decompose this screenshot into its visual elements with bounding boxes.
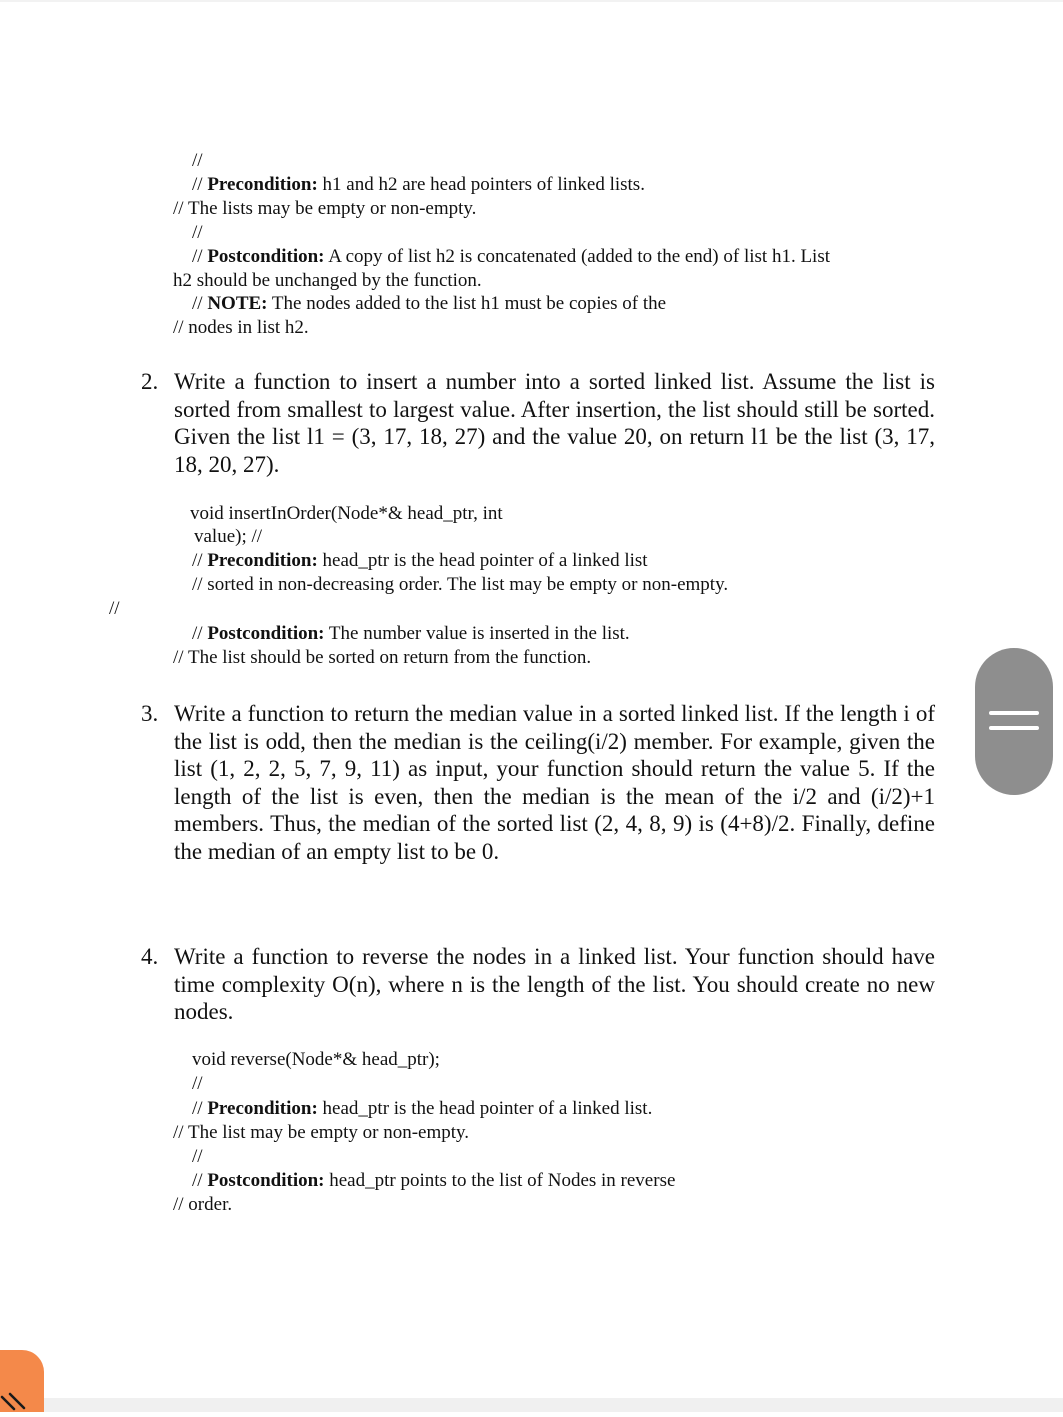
code-line: // The lists may be empty or non-empty. — [173, 198, 477, 219]
handle-bar — [989, 726, 1039, 730]
code-line: void insertInOrder(Node*& head_ptr, int — [190, 503, 503, 524]
code-line: void reverse(Node*& head_ptr); — [192, 1049, 440, 1070]
top-divider — [0, 0, 1063, 2]
code-line: // NOTE: The nodes added to the list h1 must be copies of the — [192, 293, 667, 314]
code-line: // Postcondition: head_ptr points to the list of Nodes in reverse — [192, 1170, 676, 1191]
item-number: 4. — [141, 944, 159, 969]
item-number: 3. — [141, 701, 159, 726]
code-line: // — [192, 1146, 203, 1167]
code-line: // — [109, 598, 120, 619]
code-line: // Precondition: head_ptr is the head pointer of a linked list — [192, 550, 648, 571]
code-line: // — [192, 150, 203, 171]
question-text: Write a function to insert a number into a sorted linked list. Assume the list is sorted from smallest to largest value. After insertion, the list should still be sorted. Given the list l1 = (3, 17, 18, 27) and the value 20, on return l1 be the list (3, 17, 18, 20, 27). — [174, 369, 935, 477]
code-line: // — [192, 1073, 203, 1094]
question-text: Write a function to reverse the nodes in a linked list. Your function should have time complexity O(n), where n is the length of the list. You should create no new nodes. — [174, 944, 935, 1024]
code-line: // Postcondition: A copy of list h2 is concatenated (added to the end) of list h1. List — [192, 246, 831, 267]
code-line: // nodes in list h2. — [173, 317, 309, 338]
handle-bar — [989, 711, 1039, 715]
code-line: // — [192, 222, 203, 243]
code-line: // The list should be sorted on return from the function. — [173, 647, 592, 668]
code-line: value); // — [194, 526, 263, 547]
bottom-toolbar — [44, 1398, 1063, 1412]
corner-tab[interactable] — [0, 1350, 44, 1412]
code-line: h2 should be unchanged by the function. — [173, 270, 482, 291]
code-line: // sorted in non-decreasing order. The list may be empty or non-empty. — [192, 574, 729, 595]
code-line: // Precondition: h1 and h2 are head pointers of linked lists. — [192, 174, 645, 195]
drag-handle-icon[interactable] — [975, 648, 1053, 795]
code-line: // Postcondition: The number value is inserted in the list. — [192, 623, 630, 644]
code-line: // Precondition: head_ptr is the head pointer of a linked list. — [192, 1098, 653, 1119]
chevron-double-icon — [0, 1350, 44, 1412]
code-line: // order. — [173, 1194, 233, 1215]
item-number: 2. — [141, 369, 159, 394]
code-line: // The list may be empty or non-empty. — [173, 1122, 470, 1143]
question-text: Write a function to return the median value in a sorted linked list. If the length i of the list is odd, then the median is the ceiling(i/2) member. For example, given the list (1, 2, 2, 5, 7, 9, 11) as input, your function should return the value 5. If the length of the list is even, then the median is the mean of the i/2 and (i/2)+1 members. Thus, the median of the sorted list (2, 4, 8, 9) is (4+8)/2. Finally, define the median of an empty list to be 0. — [174, 701, 935, 864]
